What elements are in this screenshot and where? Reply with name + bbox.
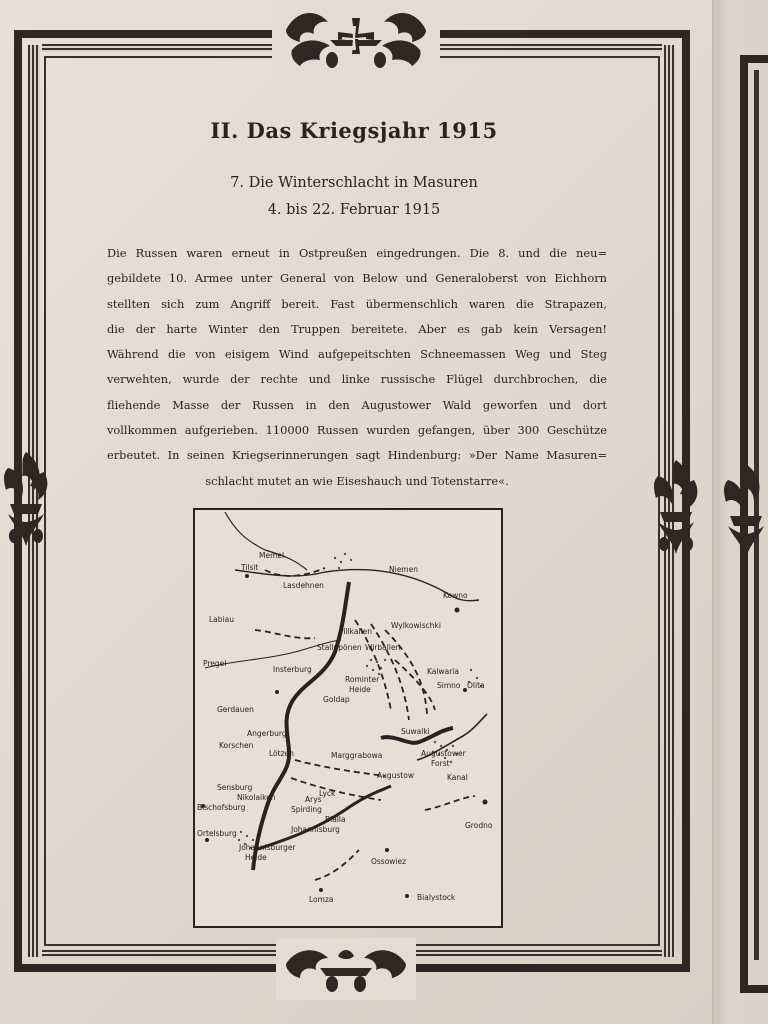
map-label: Suwalki — [401, 727, 430, 736]
map-label: Nikolaiken — [237, 793, 276, 802]
map-label: Ortelsburg — [197, 829, 237, 838]
map-label: Arys — [305, 795, 322, 804]
town-tilsit — [245, 574, 249, 578]
oak-leaf-bottom-ornament-icon — [276, 938, 416, 1000]
body-paragraph — [107, 241, 607, 494]
map-label: Labiau — [209, 615, 234, 624]
map-label: Pillkallen — [339, 627, 372, 636]
map-label: Korschen — [219, 741, 254, 750]
map-label: Gerdauen — [217, 705, 254, 714]
section-dates: 4. bis 22. Februar 1915 — [267, 202, 441, 218]
forest-rominter — [366, 659, 386, 675]
map-label: Forst — [431, 759, 450, 768]
body-line: stellten sich zum Angriff bereit. Fast übermenschlich waren die Strapazen, — [107, 296, 607, 311]
body-line: die der harte Winter den Truppen bereitete. Aber es gab kein Versagen! — [107, 321, 607, 336]
map-label: Augustow — [377, 771, 414, 780]
map-label: Augustower — [421, 749, 466, 758]
map-label: Johannisburger — [239, 843, 296, 852]
body-line: Während die von eisigem Wind aufgepeitschten Schneemassen Weg und Steg — [107, 347, 607, 362]
map-label: Lasdehnen — [283, 581, 324, 590]
battle-map — [193, 508, 503, 928]
map-label: Marggrabowa — [331, 751, 383, 760]
town-ossowiez — [385, 848, 389, 852]
map-label: Sensburg — [217, 783, 253, 792]
map-label: Kalwaria — [427, 667, 459, 676]
map-label: Heide — [349, 685, 371, 694]
oak-leaf-right-ornament-icon — [648, 456, 704, 566]
map-label: Lyck — [319, 789, 336, 798]
map-label: Tilsit — [241, 563, 259, 572]
map-label: Lomza — [309, 895, 334, 904]
map-label: Pregel — [203, 659, 227, 668]
map-label: Rominter — [345, 675, 380, 684]
map-label: Niemen — [389, 565, 418, 574]
forest-niemen — [334, 553, 352, 569]
map-label: Ossowiez — [371, 857, 407, 866]
body-line: schlacht mutet an wie Eiseshauch und Totenstarre«. — [205, 473, 509, 488]
town-insterburg — [275, 690, 279, 694]
facing-page-oak-leaf-ornament-icon — [720, 460, 768, 570]
map-label: Wirballen — [365, 643, 401, 652]
attack-arrow — [255, 630, 315, 638]
map-label: Bialystock — [417, 893, 456, 902]
oak-leaf-left-ornament-icon — [0, 448, 52, 558]
town-lomza — [319, 888, 323, 892]
map-label: Kanal — [447, 773, 468, 782]
town-bialystock — [405, 894, 409, 898]
coastline — [225, 512, 307, 570]
section-subtitle: 7. Die Winterschlacht in Masuren — [230, 175, 478, 191]
map-label: Memel — [259, 551, 285, 560]
body-line: erbeutet. In seinen Kriegserinnerungen sagt Hindenburg: »Der Name Masuren= — [107, 448, 607, 463]
page-title: II. Das Kriegsjahr 1915 — [210, 118, 498, 143]
map-label: Heide — [245, 853, 267, 862]
body-line: vollkommen aufgerieben. 110000 Russen wurden gefangen, über 300 Geschütze — [107, 423, 607, 438]
body-line: fliehende Masse der Russen in den Augustower Wald geworfen und dort — [107, 397, 607, 412]
town-ortelsburg — [205, 838, 209, 842]
attack-arrow — [315, 850, 359, 880]
oak-leaf-iron-cross-ornament-icon — [272, 0, 440, 80]
town-grodno — [483, 800, 488, 805]
map-label: Kowno — [443, 591, 468, 600]
map-label: Simno — [437, 681, 461, 690]
battle-map-drawing — [195, 510, 501, 926]
map-label: Bischofsburg — [197, 803, 246, 812]
map-label: Wylkowischki — [391, 621, 441, 630]
map-label: Insterburg — [273, 665, 312, 674]
map-label: Spirding — [291, 805, 322, 814]
map-label: Stallupönen — [317, 643, 362, 652]
map-label: Bialla — [325, 815, 346, 824]
body-line: Die Russen waren erneut in Ostpreußen eingedrungen. Die 8. und die neu= — [107, 246, 607, 260]
town-kowno — [455, 608, 460, 613]
map-label: Grodno — [465, 821, 493, 830]
map-label: Lötzen — [269, 749, 294, 758]
map-label: Olita — [467, 681, 485, 690]
map-label: Johannisburg — [291, 825, 340, 834]
map-label: Angerburg — [247, 729, 287, 738]
body-line: verwehten, wurde der rechte und linke russische Flügel durchbrochen, die — [107, 372, 607, 387]
map-label: Goldap — [323, 695, 350, 704]
body-line: gebildete 10. Armee unter General von Below und Generaloberst von Eichhorn — [107, 271, 607, 286]
attack-arrow — [295, 760, 385, 776]
attack-arrow — [425, 796, 475, 810]
